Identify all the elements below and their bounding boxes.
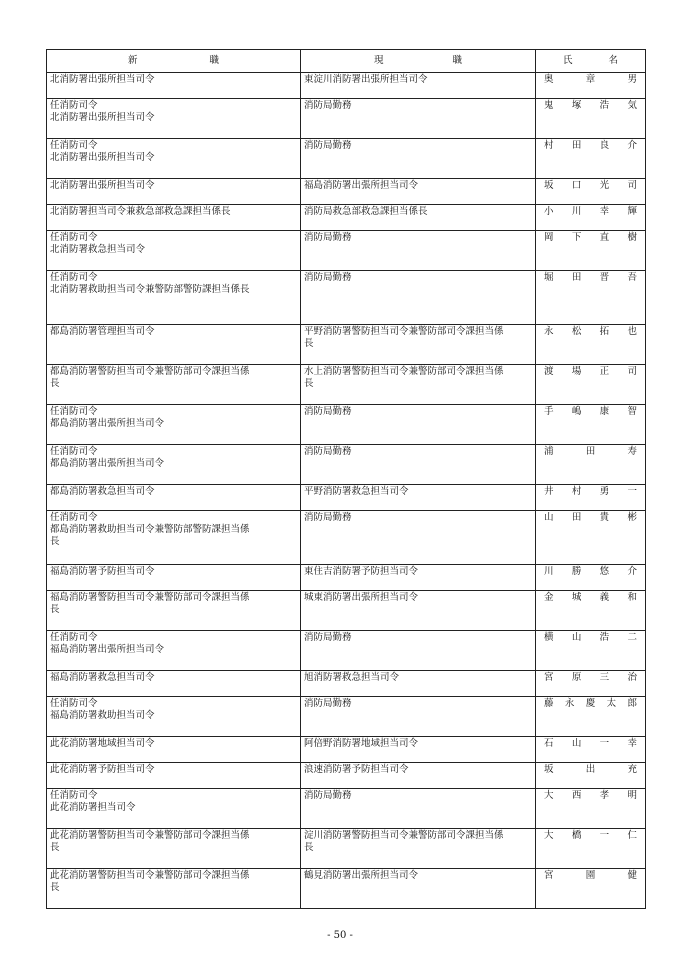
table-row [47, 511, 646, 565]
current-post-cell [301, 231, 536, 271]
table-row [47, 763, 646, 789]
table-row [47, 445, 646, 485]
new-post-cell [47, 325, 301, 365]
current-post-cell [301, 325, 536, 365]
new-post-line: 北消防署救急担当司令 [50, 244, 146, 255]
new-post-cell [47, 511, 301, 565]
new-post-line: 都島消防署警防担当司令兼警防部司令課担当係 [50, 366, 250, 377]
new-post-line: 任消防司令 [50, 100, 98, 111]
table-row [47, 405, 646, 445]
header-current-post-label: 現 職 [374, 55, 462, 66]
table-row [47, 231, 646, 271]
current-post-line: 淀川消防署警防担当司令兼警防部司令課担当係 [304, 830, 504, 841]
current-post-cell [301, 365, 536, 405]
header-name-label: 氏 名 [563, 55, 618, 66]
person-name: 小 川 幸 輝 [544, 206, 637, 217]
new-post-cell [47, 99, 301, 139]
new-post-line: 長 [50, 536, 60, 547]
name-cell [536, 139, 646, 179]
person-name: 奥 章 男 [544, 74, 637, 85]
new-post-line: 任消防司令 [50, 140, 98, 151]
person-name: 横 山 浩 二 [544, 632, 637, 643]
new-post-line: 任消防司令 [50, 272, 98, 283]
name-cell [536, 205, 646, 231]
table-row [47, 869, 646, 909]
name-cell [536, 631, 646, 671]
person-name: 手 嶋 康 智 [544, 406, 637, 417]
new-post-cell [47, 763, 301, 789]
table-row [47, 565, 646, 591]
person-name: 村 田 良 介 [544, 140, 637, 151]
person-name: 堀 田 晋 吾 [544, 272, 637, 283]
new-post-line: 任消防司令 [50, 698, 98, 709]
new-post-line: 此花消防署予防担当司令 [50, 764, 155, 775]
current-post-line: 消防局勤務 [304, 632, 352, 643]
new-post-line: 任消防司令 [50, 406, 98, 417]
new-post-cell [47, 737, 301, 763]
table-row [47, 737, 646, 763]
current-post-cell [301, 179, 536, 205]
current-post-line: 長 [304, 378, 314, 389]
new-post-cell [47, 829, 301, 869]
person-name: 永 松 拓 也 [544, 326, 637, 337]
table-row [47, 73, 646, 99]
table-row [47, 591, 646, 631]
new-post-line: 北消防署出張所担当司令 [50, 74, 155, 85]
current-post-cell [301, 869, 536, 909]
new-post-line: 任消防司令 [50, 512, 98, 523]
person-name: 渡 場 正 司 [544, 366, 637, 377]
new-post-cell [47, 179, 301, 205]
current-post-cell [301, 511, 536, 565]
new-post-line: 都島消防署救助担当司令兼警防部警防課担当係 [50, 524, 250, 535]
current-post-cell [301, 697, 536, 737]
current-post-line: 消防局勤務 [304, 232, 352, 243]
name-cell [536, 565, 646, 591]
header-new-post-label: 新 職 [128, 55, 219, 66]
new-post-cell [47, 73, 301, 99]
table-row [47, 671, 646, 697]
person-name: 宮 原 三 治 [544, 672, 637, 683]
name-cell [536, 763, 646, 789]
new-post-line: 此花消防署担当司令 [50, 802, 136, 813]
new-post-cell [47, 697, 301, 737]
header-current-post [301, 50, 536, 73]
new-post-line: 任消防司令 [50, 632, 98, 643]
person-name: 川 勝 悠 介 [544, 566, 637, 577]
current-post-line: 浪速消防署予防担当司令 [304, 764, 409, 775]
name-cell [536, 231, 646, 271]
current-post-cell [301, 271, 536, 325]
name-cell [536, 697, 646, 737]
table-row [47, 179, 646, 205]
person-name: 藤 永 慶 太 郎 [544, 698, 637, 709]
current-post-cell [301, 631, 536, 671]
person-name: 浦 田 寿 [544, 446, 637, 457]
new-post-cell [47, 139, 301, 179]
table-row [47, 99, 646, 139]
new-post-line: 長 [50, 604, 60, 615]
new-post-line: 北消防署救助担当司令兼警防部警防課担当係長 [50, 284, 250, 295]
current-post-cell [301, 205, 536, 231]
name-cell [536, 671, 646, 697]
name-cell [536, 179, 646, 205]
current-post-cell [301, 591, 536, 631]
current-post-cell [301, 737, 536, 763]
current-post-line: 消防局勤務 [304, 272, 352, 283]
header-name [536, 50, 646, 73]
name-cell [536, 789, 646, 829]
new-post-line: 任消防司令 [50, 790, 98, 801]
current-post-line: 消防局勤務 [304, 446, 352, 457]
current-post-cell [301, 485, 536, 511]
current-post-line: 消防局勤務 [304, 698, 352, 709]
person-name: 岡 下 直 樹 [544, 232, 637, 243]
new-post-line: 福島消防署警防担当司令兼警防部司令課担当係 [50, 592, 250, 603]
new-post-line: 福島消防署救助担当司令 [50, 710, 155, 721]
current-post-cell [301, 405, 536, 445]
new-post-line: 此花消防署警防担当司令兼警防部司令課担当係 [50, 870, 250, 881]
new-post-line: 長 [50, 378, 60, 389]
table-row [47, 365, 646, 405]
new-post-cell [47, 405, 301, 445]
current-post-cell [301, 73, 536, 99]
name-cell [536, 271, 646, 325]
current-post-line: 消防局救急部救急課担当係長 [304, 206, 428, 217]
person-name: 坂 出 充 [544, 764, 637, 775]
current-post-line: 長 [304, 842, 314, 853]
current-post-line: 消防局勤務 [304, 100, 352, 111]
new-post-cell [47, 485, 301, 511]
current-post-line: 消防局勤務 [304, 512, 352, 523]
person-name: 石 山 一 幸 [544, 738, 637, 749]
new-post-line: 都島消防署救急担当司令 [50, 486, 155, 497]
current-post-line: 鶴見消防署出張所担当司令 [304, 870, 419, 881]
table-row [47, 271, 646, 325]
current-post-cell [301, 789, 536, 829]
new-post-line: 北消防署担当司令兼救急部救急課担当係長 [50, 206, 231, 217]
new-post-line: 任消防司令 [50, 232, 98, 243]
new-post-cell [47, 789, 301, 829]
new-post-line: 此花消防署地域担当司令 [50, 738, 155, 749]
current-post-line: 城東消防署出張所担当司令 [304, 592, 419, 603]
table-header-row [47, 50, 646, 73]
table-row [47, 205, 646, 231]
current-post-line: 消防局勤務 [304, 406, 352, 417]
current-post-cell [301, 671, 536, 697]
new-post-line: 福島消防署救急担当司令 [50, 672, 155, 683]
current-post-line: 福島消防署出張所担当司令 [304, 180, 419, 191]
name-cell [536, 405, 646, 445]
name-cell [536, 325, 646, 365]
new-post-cell [47, 231, 301, 271]
current-post-cell [301, 565, 536, 591]
name-cell [536, 737, 646, 763]
name-cell [536, 829, 646, 869]
table-row [47, 789, 646, 829]
current-post-line: 旭消防署救急担当司令 [304, 672, 400, 683]
name-cell [536, 99, 646, 139]
name-cell [536, 73, 646, 99]
person-name: 宮 園 健 [544, 870, 637, 881]
new-post-line: 任消防司令 [50, 446, 98, 457]
new-post-line: 北消防署出張所担当司令 [50, 152, 155, 163]
current-post-line: 阿倍野消防署地域担当司令 [304, 738, 419, 749]
person-name: 山 田 貴 彬 [544, 512, 637, 523]
person-name: 大 西 孝 明 [544, 790, 637, 801]
person-name: 坂 口 光 司 [544, 180, 637, 191]
person-name: 鬼 塚 浩 気 [544, 100, 637, 111]
current-post-cell [301, 99, 536, 139]
new-post-line: 福島消防署出張所担当司令 [50, 644, 165, 655]
name-cell [536, 869, 646, 909]
table-row [47, 829, 646, 869]
name-cell [536, 445, 646, 485]
page-number: - 50 - [327, 930, 353, 941]
personnel-table [46, 49, 646, 909]
current-post-cell [301, 763, 536, 789]
current-post-line: 東住吉消防署予防担当司令 [304, 566, 419, 577]
new-post-line: 長 [50, 842, 60, 853]
current-post-line: 水上消防署警防担当司令兼警防部司令課担当係 [304, 366, 504, 377]
table-row [47, 697, 646, 737]
current-post-line: 消防局勤務 [304, 140, 352, 151]
table-row [47, 631, 646, 671]
new-post-cell [47, 671, 301, 697]
new-post-cell [47, 591, 301, 631]
person-name: 金 城 義 和 [544, 592, 637, 603]
table-row [47, 485, 646, 511]
current-post-cell [301, 139, 536, 179]
new-post-line: 福島消防署予防担当司令 [50, 566, 155, 577]
new-post-cell [47, 631, 301, 671]
name-cell [536, 485, 646, 511]
name-cell [536, 511, 646, 565]
new-post-cell [47, 869, 301, 909]
new-post-line: 北消防署出張所担当司令 [50, 180, 155, 191]
new-post-line: 都島消防署管理担当司令 [50, 326, 155, 337]
current-post-cell [301, 445, 536, 485]
current-post-line: 消防局勤務 [304, 790, 352, 801]
table-body [47, 73, 646, 909]
new-post-cell [47, 205, 301, 231]
new-post-line: 都島消防署出張所担当司令 [50, 458, 165, 469]
table-row [47, 139, 646, 179]
personnel-table-container [46, 49, 645, 909]
new-post-cell [47, 271, 301, 325]
name-cell [536, 591, 646, 631]
new-post-line: 長 [50, 882, 60, 893]
current-post-line: 東淀川消防署出張所担当司令 [304, 74, 428, 85]
new-post-line: 北消防署出張所担当司令 [50, 112, 155, 123]
new-post-line: 都島消防署出張所担当司令 [50, 418, 165, 429]
new-post-cell [47, 445, 301, 485]
current-post-cell [301, 829, 536, 869]
person-name: 井 村 勇 一 [544, 486, 637, 497]
new-post-cell [47, 365, 301, 405]
table-row [47, 325, 646, 365]
name-cell [536, 365, 646, 405]
new-post-line: 此花消防署警防担当司令兼警防部司令課担当係 [50, 830, 250, 841]
current-post-line: 平野消防署警防担当司令兼警防部司令課担当係 [304, 326, 504, 337]
new-post-cell [47, 565, 301, 591]
header-new-post [47, 50, 301, 73]
person-name: 大 橋 一 仁 [544, 830, 637, 841]
current-post-line: 長 [304, 338, 314, 349]
current-post-line: 平野消防署救急担当司令 [304, 486, 409, 497]
